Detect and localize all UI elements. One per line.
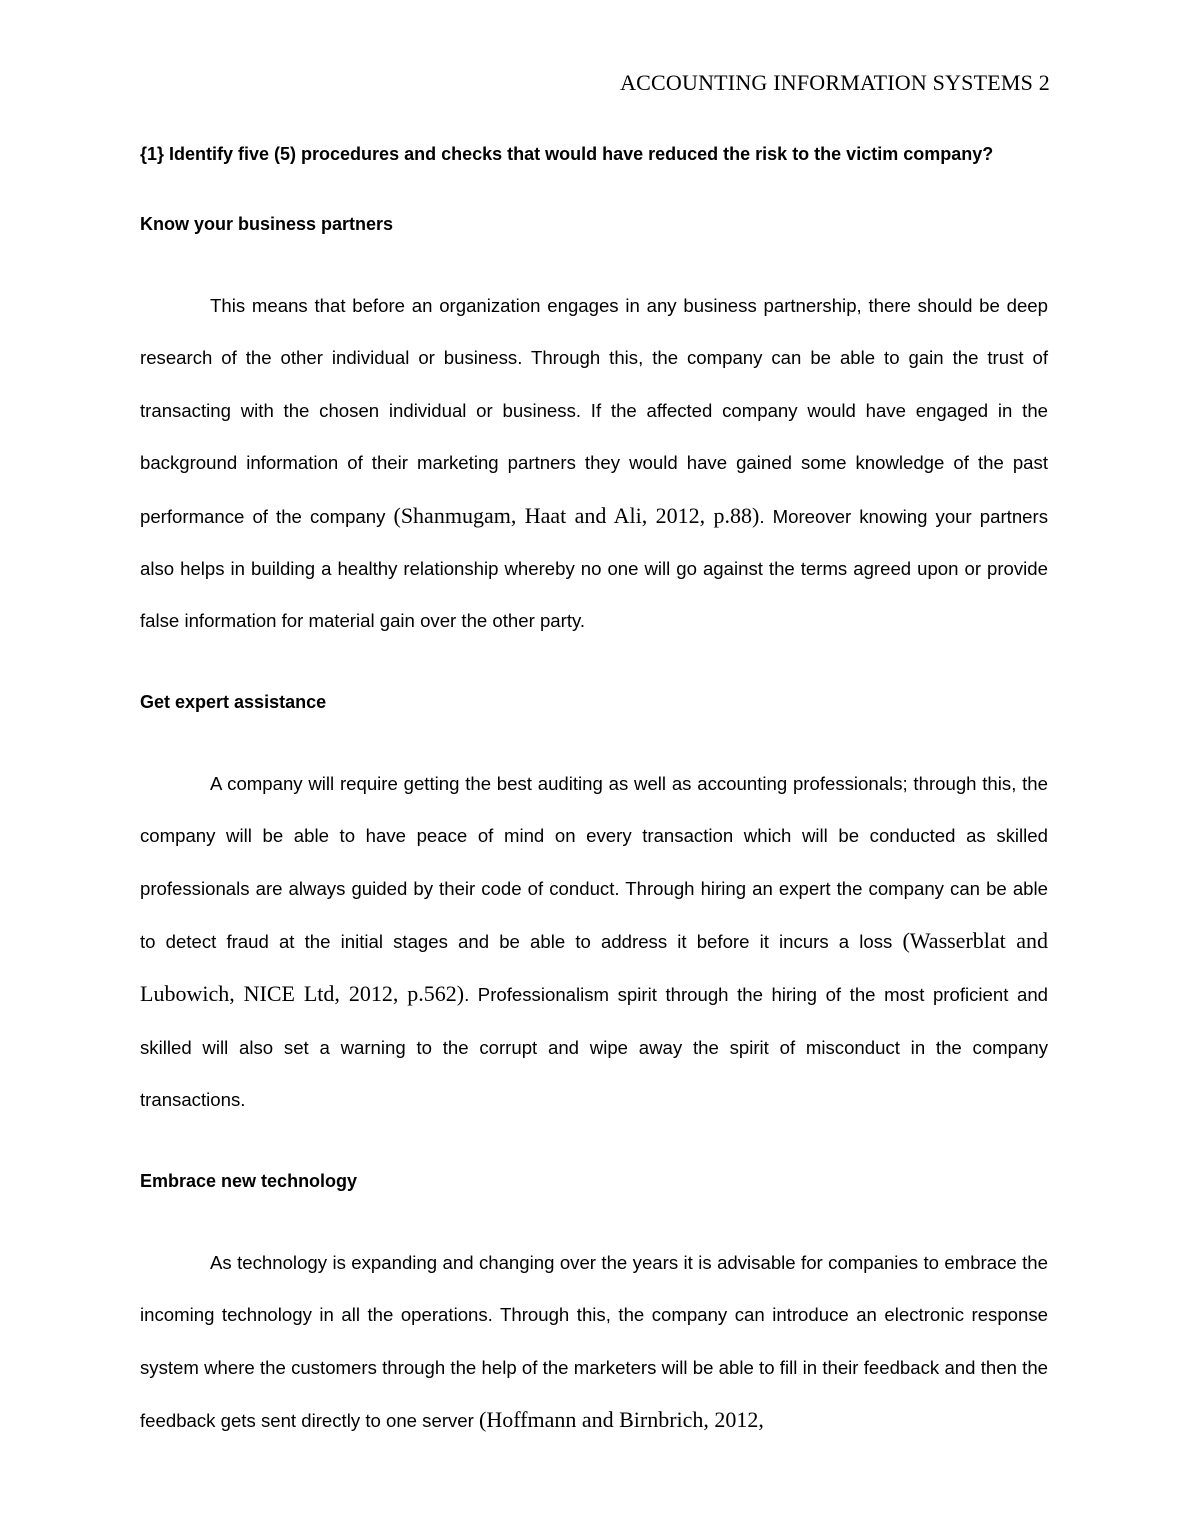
section-heading-technology: Embrace new technology — [140, 1170, 358, 1191]
paragraph-text: As technology is expanding and changing over the years it is advisable for companies to embrace the incoming technology in all the operations. Through this, the company can introduce an electronic response system where the customers through the help of the marketers will be able to fill in their feedback and then the feedback gets sent directly to one server — [140, 1251, 1048, 1431]
paragraph-text: A company will require getting the best auditing as well as accounting professionals; through this, the company will be able to have peace of mind on every transaction which will be conducted as skilled professionals are always guided by their code of conduct. Through hiring an expert the company can be able to detect fraud at the initial stages and be able to address it before it incurs a loss — [140, 772, 1048, 953]
paragraph-expert — [140, 758, 1048, 1127]
section-heading-expert: Get expert assistance — [140, 691, 327, 712]
question-heading: {1} Identify five (5) procedures and checks that would have reduced the risk to the victim company? — [140, 144, 994, 164]
paragraph-text: . Moreover knowing your partners also helps in building a healthy relationship whereby no one will go against the terms agreed upon or provide false information for material gain over the other party. — [140, 505, 1048, 632]
paragraph-text: . Professionalism spirit through the hiring of the most proficient and skilled will also set a warning to the corrupt and wipe away the spirit of misconduct in the company transactions. — [140, 984, 1049, 1111]
citation: (Shanmugam, Haat and Ali, 2012, p.88) — [393, 502, 760, 528]
paragraph-text: This means that before an organization engages in any business partnership, there should be deep research of the other individual or business. Through this, the company can be able to gain the trust of transacting with the chosen individual or business. If the affected company would have engaged in the background information of their marketing partners they would have gained some knowledge of the past performance of the company — [140, 295, 1048, 527]
paragraph-partners — [140, 280, 1048, 648]
paragraph-technology — [140, 1237, 1048, 1448]
section-heading-partners: Know your business partners — [140, 214, 394, 234]
running-head: ACCOUNTING INFORMATION SYSTEMS 2 — [620, 70, 1050, 95]
citation: (Wasserblat and Lubowich, NICE Ltd, 2012, p.562) — [140, 928, 1049, 1007]
citation: (Hoffmann and Birnbrich, 2012, — [479, 1406, 764, 1432]
document-body — [140, 138, 1048, 1447]
